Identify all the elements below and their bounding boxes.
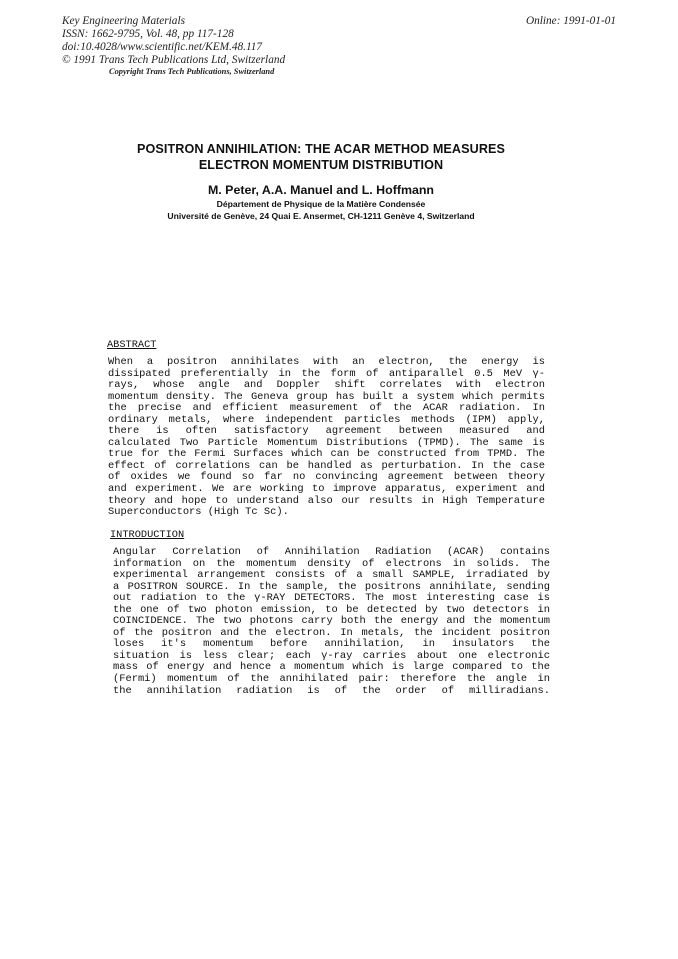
text-line: loses it's momentum before annihilation, in insulators the: [113, 638, 550, 651]
doi-line: doi:10.4028/www.scientific.net/KEM.48.117: [62, 41, 263, 53]
text-line: out radiation to the γ-RAY DETECTORS. The most interesting case is: [113, 592, 550, 605]
publisher-line: © 1991 Trans Tech Publications Ltd, Switzerland: [62, 54, 286, 66]
text-line: of the positron and the electron. In metals, the incident positron: [113, 626, 550, 639]
text-line: Superconductors (High Tc Sc).: [108, 506, 289, 519]
authors: M. Peter, A.A. Manuel and L. Hoffmann: [207, 183, 435, 197]
journal-name: Key Engineering Materials: [62, 15, 185, 27]
text-line: true for the Fermi Surfaces which can be constructed from TPMD. The: [108, 448, 545, 461]
affiliation-line: Université de Genève, 24 Quai E. Ansermet, CH-1211 Genève 4, Switzerland: [167, 210, 475, 221]
abstract-body: [108, 357, 545, 519]
copyright-notice: Copyright Trans Tech Publications, Switzerland: [109, 67, 275, 76]
affiliation: [120, 199, 522, 222]
issn-line: ISSN: 1662-9795, Vol. 48, pp 117-128: [62, 28, 234, 40]
text-line: When a positron annihilates with an electron, the energy is: [108, 356, 545, 368]
text-line: information on the momentum density of electrons in solids. The: [113, 557, 550, 570]
text-line: of oxides we found so far no convincing agreement between theory: [108, 471, 545, 484]
text-line: mass of energy and hence a momentum which is large compared to the: [113, 661, 550, 674]
abstract-heading: ABSTRACT: [107, 339, 157, 351]
text-line: dissipated preferentially in the form of antiparallel 0.5 MeV γ-: [108, 367, 545, 380]
text-line: the annihilation radiation is of the order of milliradians.: [113, 684, 550, 697]
introduction-body: [113, 547, 550, 697]
text-line: effect of correlations can be handled as perturbation. In the case: [108, 459, 545, 472]
text-line: theory and hope to understand also our results in High Temperature: [108, 494, 545, 507]
text-line: and experiment. We are working to improve apparatus, experiment and: [108, 483, 545, 496]
text-line: (Fermi) momentum of the annihilated pair: therefore the angle in: [113, 673, 550, 686]
paper-title: [120, 141, 522, 173]
text-line: the one of two photon emission, to be detected by two detectors in: [113, 603, 550, 616]
text-line: a POSITRON SOURCE. In the sample, the positrons annihilate, sending: [113, 580, 550, 593]
online-date: Online: 1991-01-01: [525, 15, 616, 27]
affiliation-line: Département de Physique de la Matière Condensée: [216, 199, 426, 209]
introduction-heading: INTRODUCTION: [110, 529, 185, 541]
text-line: COINCIDENCE. The two photons carry both the energy and the momentum: [113, 615, 550, 628]
text-line: calculated Two Particle Momentum Distributions (TPMD). The same is: [108, 436, 545, 449]
text-line: experimental arrangement consists of a small SAMPLE, irradiated by: [113, 569, 550, 582]
title-line: ELECTRON MOMENTUM DISTRIBUTION: [198, 158, 444, 172]
title-line: POSITRON ANNIHILATION: THE ACAR METHOD MEASURES: [136, 142, 506, 156]
text-line: Angular Correlation of Annihilation Radiation (ACAR) contains: [113, 546, 550, 558]
text-line: rays, whose angle and Doppler shift correlates with electron: [108, 379, 545, 392]
text-line: situation is less clear; each γ-ray carries about one electronic: [113, 649, 550, 662]
text-line: the precise and efficient measurement of the ACAR radiation. In: [108, 402, 545, 415]
text-line: ordinary metals, where independent particles methods (IPM) apply,: [108, 413, 545, 426]
text-line: there is often satisfactory agreement between measured and: [108, 425, 545, 438]
text-line: momentum density. The Geneva group has built a system which permits: [108, 390, 545, 403]
